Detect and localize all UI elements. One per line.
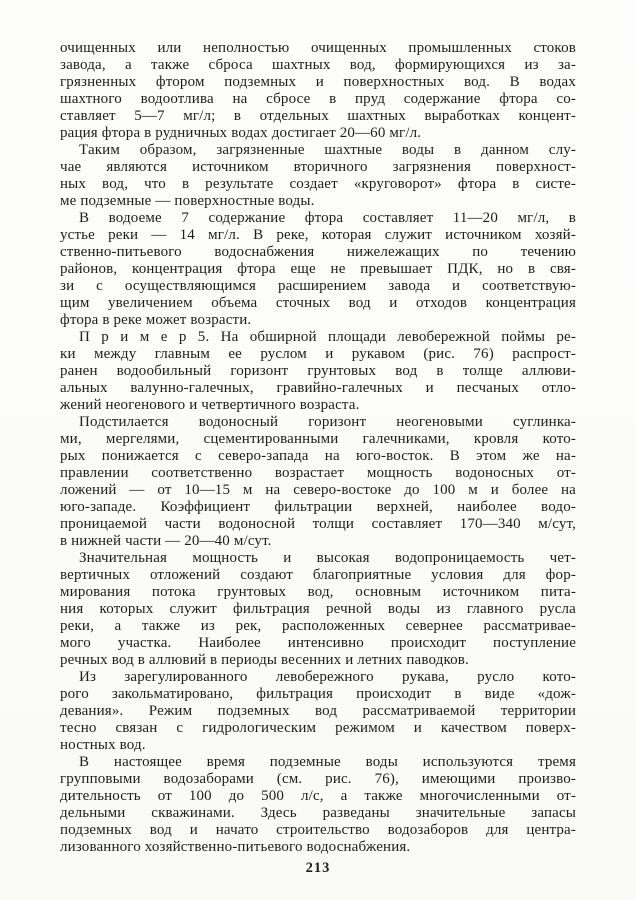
text-line: ностных вод. — [60, 737, 146, 753]
paragraph — [60, 40, 576, 142]
text-line: подземных вод и начато строительство водозаборов для центра- — [60, 822, 576, 838]
text-line: очищенных или неполностью очищенных промышленных стоков — [60, 40, 576, 56]
text-line: речных вод в аллювий в периоды весенних и летних паводков. — [60, 652, 469, 668]
text-line: ки между главным ее руслом и рукавом (рис. 76) распрост- — [60, 346, 576, 362]
paragraph — [60, 210, 576, 329]
paragraph — [60, 329, 576, 414]
text-line: ственно-питьевого водоснабжения нижележащих по течению — [60, 244, 576, 260]
text-line: вертичных отложений создают благоприятные условия для фор- — [60, 567, 576, 583]
text-line: Значительная мощность и высокая водопроницаемость чет- — [79, 550, 576, 566]
text-line: ния которых служит фильтрация речной воды из главного русла — [60, 601, 576, 617]
text-line: чае являются источником вторичного загрязнения поверхност- — [60, 159, 576, 175]
text-line: ми, мергелями, сцементированными галечниками, кровля кото- — [60, 431, 576, 447]
text-line: щим увеличением объема сточных вод и отходов концентрация — [60, 295, 576, 311]
text-line: устье реки — 14 мг/л. В реке, которая служит источником хозяй- — [60, 227, 576, 243]
text-line: Из зарегулированного левобережного рукава, русло кото- — [79, 669, 576, 685]
text-line: рация фтора в рудничных водах достигает 20—60 мг/л. — [60, 125, 422, 141]
paragraph — [60, 414, 576, 550]
paragraph — [60, 669, 576, 754]
page-number: 213 — [305, 860, 331, 876]
text-line: тесно связан с гидрологическим режимом и качеством поверх- — [60, 720, 576, 736]
text-line: фтора в реке может возрасти. — [60, 312, 252, 328]
text-line: районов, концентрация фтора еще не превышает ПДК, но в свя- — [60, 261, 576, 277]
text-line: завода, а также сброса шахтных вод, формирующихся из за- — [60, 57, 576, 73]
text-line: в нижней части — 20—40 м/сут. — [60, 533, 272, 549]
text-line: юго-западе. Коэффициент фильтрации верхней, наиболее водо- — [60, 499, 576, 515]
text-line: Подстилается водоносный горизонт неогеновыми суглинка- — [79, 414, 576, 430]
page-text — [60, 40, 576, 856]
text-line: Таким образом, загрязненные шахтные воды в данном слу- — [79, 142, 576, 158]
text-line: жений неогенового и четвертичного возраста. — [60, 397, 360, 413]
text-line: зи с осуществляющимся расширением завода и соответствую- — [60, 278, 576, 294]
text-line: групповыми водозаборами (см. рис. 76), имеющими произво- — [60, 771, 576, 787]
text-line: В настоящее время подземные воды используются тремя — [79, 754, 576, 770]
text-line: шахтного водоотлива на сбросе в пруд содержание фтора со- — [60, 91, 576, 107]
text-line: правлении соответственно возрастает мощность водоносных от- — [60, 465, 576, 481]
text-line: грязненных фтором подземных и поверхностных вод. В водах — [60, 74, 576, 90]
text-line: ранен водообильный горизонт грунтовых вод в толще аллюви- — [60, 363, 576, 379]
paragraph — [60, 754, 576, 856]
text-line: В водоеме 7 содержание фтора составляет 11—20 мг/л, в — [79, 210, 576, 226]
text-line: ставляет 5—7 мг/л; в отдельных шахтных выработках концент- — [60, 108, 576, 124]
text-line: рых понижается с северо-запада на юго-восток. В этом же на- — [60, 448, 576, 464]
paragraph — [60, 142, 576, 210]
text-line: ложений — от 10—15 м на северо-востоке до 100 м и более на — [60, 482, 576, 498]
text-line: проницаемой части водоносной толщи составляет 170—340 м/сут, — [60, 516, 576, 532]
text-line: ме подземные — поверхностные воды. — [60, 193, 315, 209]
text-line: реки, а также из рек, расположенных севернее рассматривае- — [60, 618, 576, 634]
text-line: ных вод, что в результате создает «круговорот» фтора в систе- — [60, 176, 576, 192]
text-line: дительность от 100 до 500 л/с, а также многочисленными от- — [60, 788, 576, 804]
text-line: мого участка. Наиболее интенсивно происходит поступление — [60, 635, 576, 651]
text-line: мирования потока грунтовых вод, основным источником пита- — [60, 584, 576, 600]
text-line: девания». Режим подземных вод рассматриваемой территории — [60, 703, 576, 719]
text-line: альных валунно-галечных, гравийно-галечных и песчаных отло- — [60, 380, 576, 396]
paragraph — [60, 550, 576, 669]
text-line: П р и м е р 5. На обширной площади левобережной поймы ре- — [79, 329, 576, 345]
text-line: дельными скважинами. Здесь разведаны значительные запасы — [60, 805, 576, 821]
text-line: рого закольматировано, фильтрация происходит в виде «дож- — [60, 686, 576, 702]
text-line: лизованного хозяйственно-питьевого водоснабжения. — [60, 839, 411, 855]
